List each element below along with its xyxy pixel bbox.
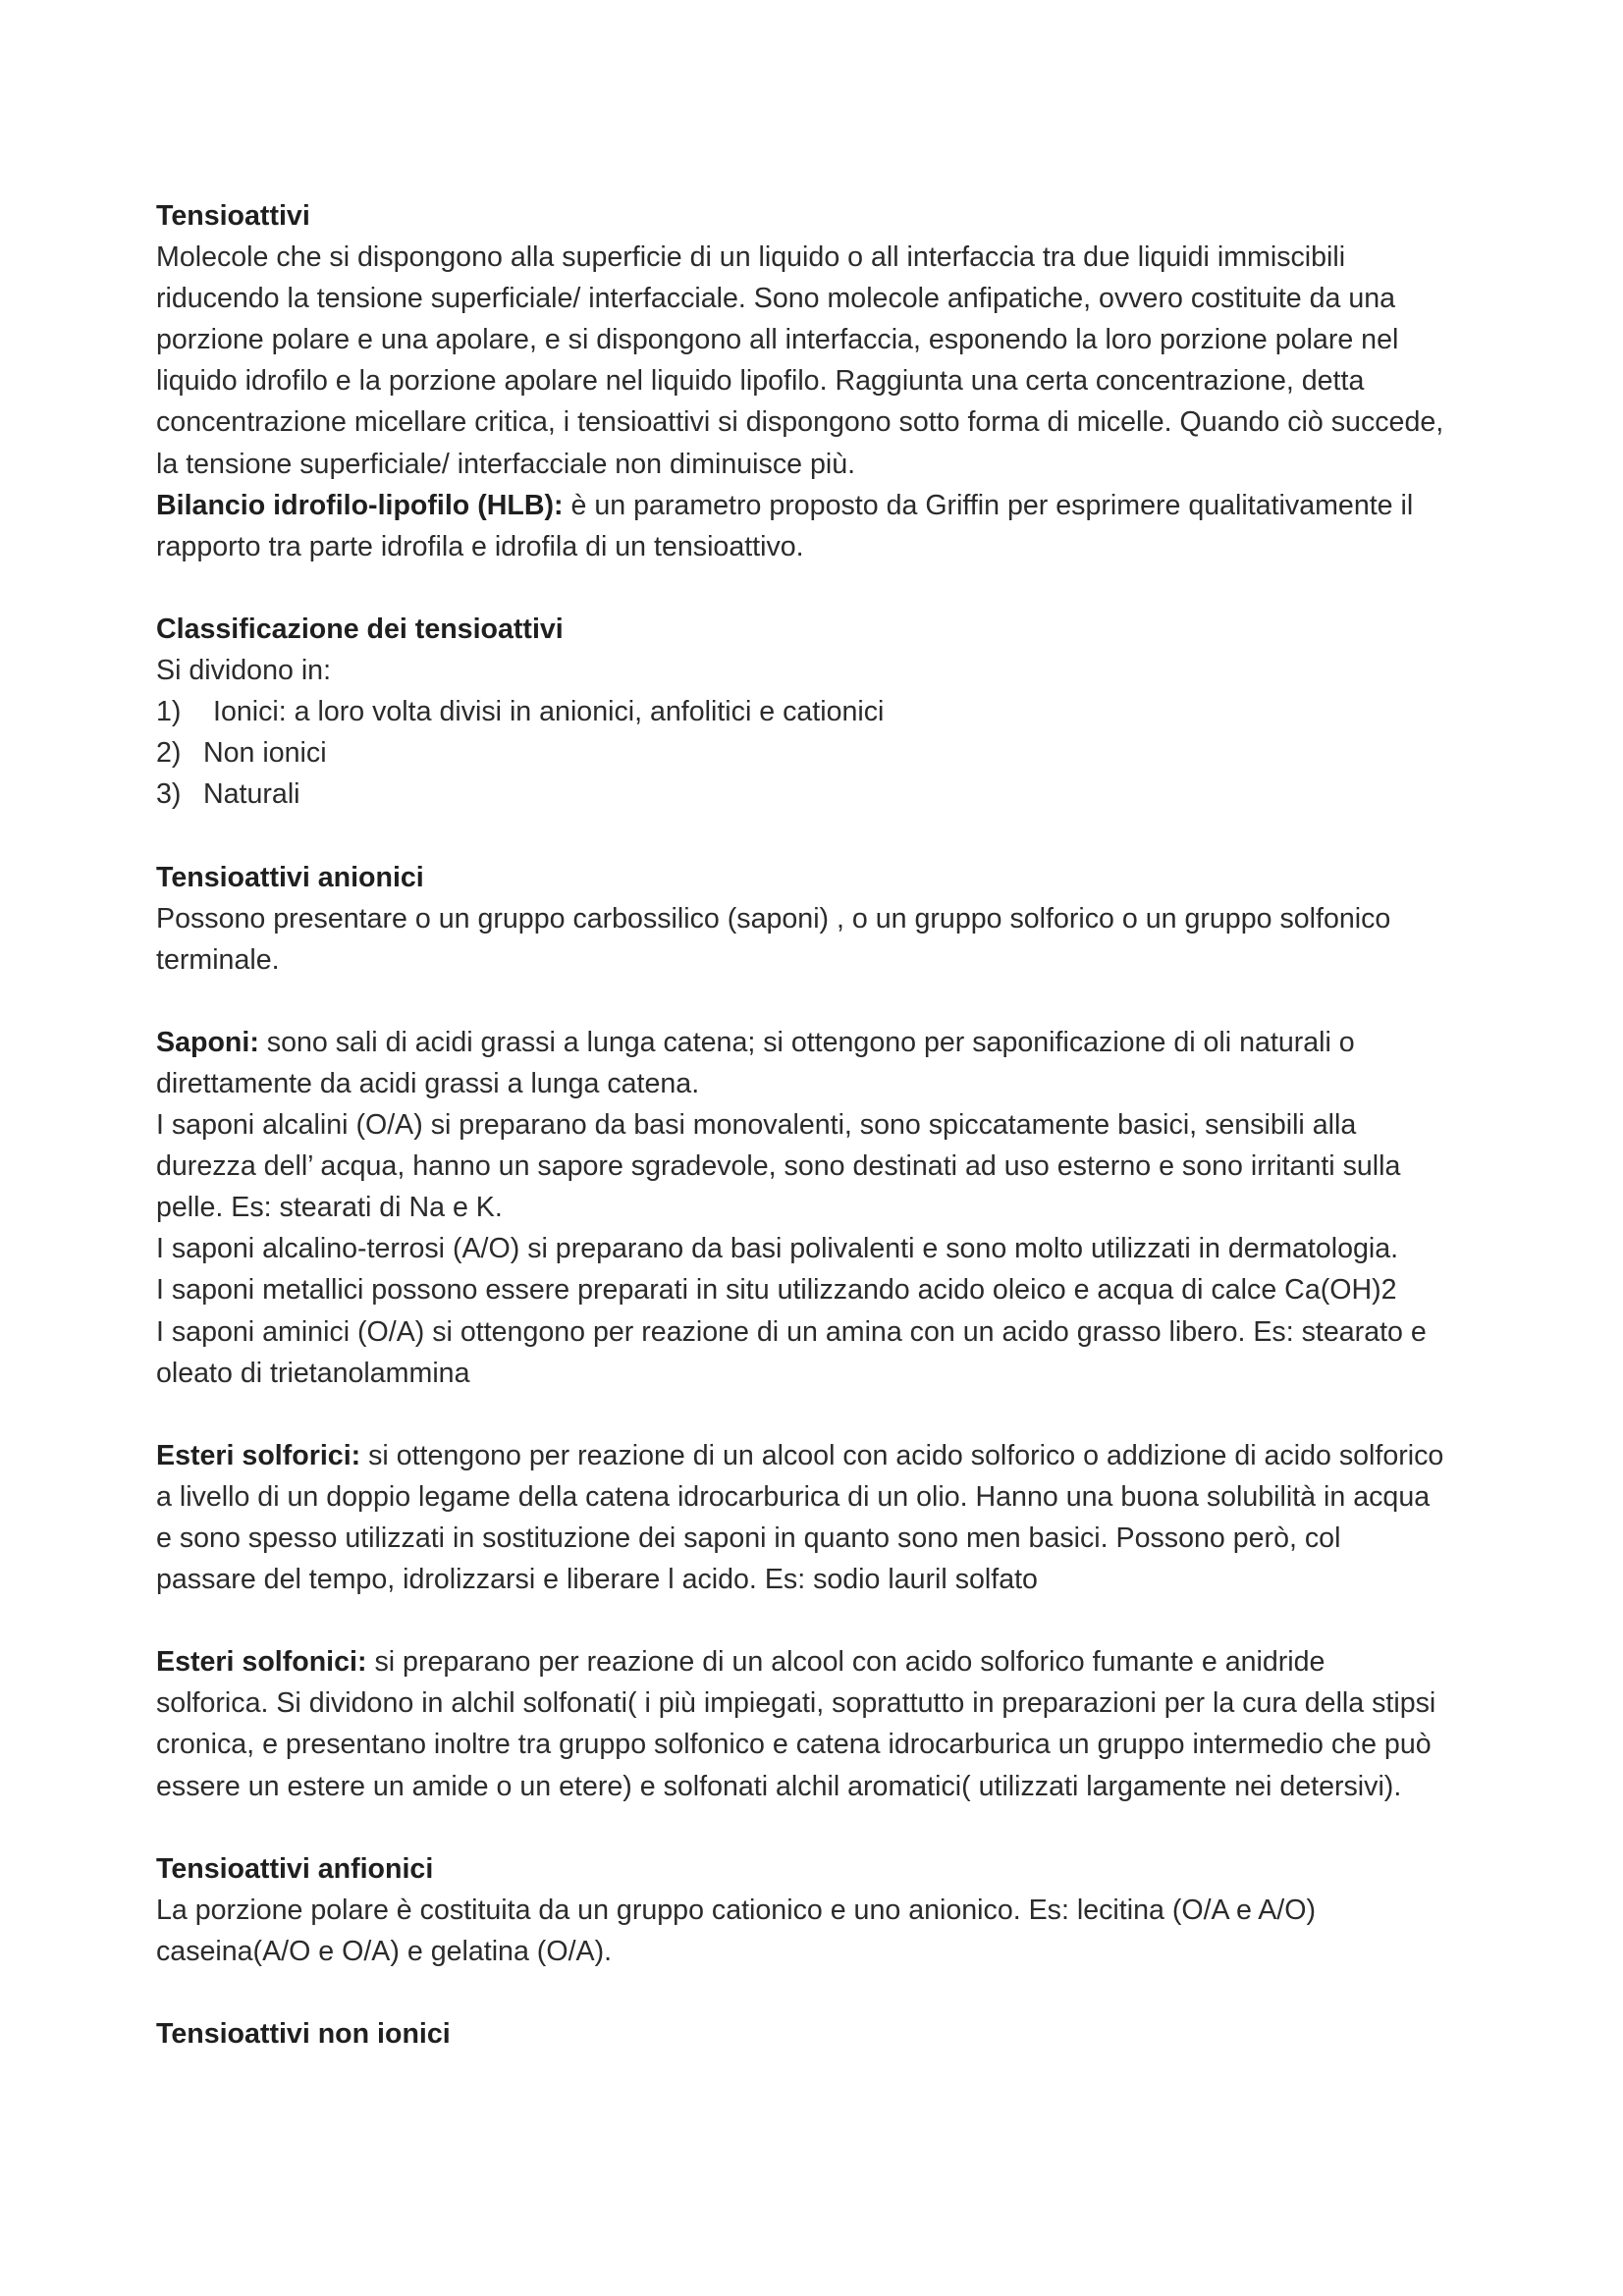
paragraph-line: essere un estere un amide o un etere) e solfonati alchil aromatici( utilizzati largamente nei detersivi). [156, 1770, 1402, 1802]
paragraph-line: porzione polare e una apolare, e si dispongono all interfaccia, esponendo la loro porzione polare nel [156, 324, 1399, 356]
paragraph-line: liquido idrofilo e la porzione apolare nel liquido lipofilo. Raggiunta una certa concentrazione, detta [156, 365, 1365, 398]
document-body [156, 195, 1531, 2055]
list-item [156, 732, 1531, 774]
paragraph-line: concentrazione micellare critica, i tensioattivi si dispongono sotto forma di micelle. Quando ciò succede, [156, 406, 1444, 439]
spacer [156, 981, 1531, 1022]
paragraph-line: oleato di trietanolammina [156, 1357, 470, 1389]
spacer [156, 1807, 1531, 1848]
paragraph-line: I saponi metallici possono essere preparati in situ utilizzando acido oleico e acqua di calce Ca(OH)2 [156, 1274, 1397, 1307]
hlb-term: Bilancio idrofilo-lipofilo (HLB): [156, 489, 564, 521]
spacer [156, 1972, 1531, 2013]
list-number: 2) [156, 737, 182, 770]
paragraph-line: solforica. Si dividono in alchil solfonati( i più impiegati, soprattutto in preparazioni per la cura della stipsi [156, 1687, 1436, 1720]
solfonici-term: Esteri solfonici: [156, 1646, 367, 1679]
paragraph-line: I saponi alcalino-terrosi (A/O) si preparano da basi polivalenti e sono molto utilizzati in dermatologia. [156, 1233, 1399, 1265]
paragraph-line: I saponi alcalini (O/A) si preparano da basi monovalenti, sono spiccatamente basici, sensibili alla [156, 1109, 1357, 1142]
paragraph-line: cronica, e presentano inoltre tra gruppo solfonico e catena idrocarburica un gruppo intermedio che può [156, 1729, 1432, 1761]
paragraph-line: Si dividono in: [156, 655, 332, 687]
paragraph-line: La porzione polare è costituita da un gruppo cationico e uno anionico. Es: lecitina (O/A e A/O) [156, 1894, 1317, 1926]
paragraph-line: la tensione superficiale/ interfacciale non diminuisce più. [156, 448, 856, 480]
list-text: Ionici: a loro volta divisi in anionici, anfolitici e cationici [213, 696, 885, 728]
solfonici-definition-line: Esteri solfonici: si preparano per reazione di un alcool con acido solforico fumante e anidride [156, 1646, 1325, 1679]
saponi-definition-line: Saponi: sono sali di acidi grassi a lunga catena; si ottengono per saponificazione di oli naturali o [156, 1026, 1355, 1058]
list-number: 1) [156, 696, 182, 728]
paragraph-line: terminale. [156, 943, 280, 976]
solforici-definition-line: Esteri solforici: si ottengono per reazione di un alcool con acido solforico o addizione di acido solforico [156, 1439, 1444, 1471]
list-number: 3) [156, 778, 182, 811]
paragraph-line: a livello di un doppio legame della catena idrocarburica di un olio. Hanno una buona solubilità in acqua [156, 1480, 1431, 1513]
paragraph-line: e sono spesso utilizzati in sostituzione dei saponi in quanto sono men basici. Possono però, col [156, 1522, 1341, 1554]
section-heading: Tensioattivi [156, 200, 310, 232]
solforici-term: Esteri solforici: [156, 1439, 361, 1471]
list-item [156, 774, 1531, 815]
spacer [156, 815, 1531, 856]
paragraph-line: Possono presentare o un gruppo carbossilico (saponi) , o un gruppo solforico o un gruppo solfonico [156, 902, 1391, 934]
spacer [156, 1600, 1531, 1641]
paragraph-line: passare del tempo, idrolizzarsi e liberare l acido. Es: sodio lauril solfato [156, 1564, 1038, 1596]
section-heading: Tensioattivi anfionici [156, 1852, 434, 1885]
paragraph-line: Molecole che si dispongono alla superficie di un liquido o all interfaccia tra due liquidi immiscibili [156, 241, 1346, 274]
list-item [156, 691, 1531, 732]
list-text: Non ionici [203, 737, 327, 770]
paragraph-line: rapporto tra parte idrofila e idrofila di un tensioattivo. [156, 530, 804, 562]
paragraph-line: riducendo la tensione superficiale/ interfacciale. Sono molecole anfipatiche, ovvero costituite da una [156, 283, 1396, 315]
section-heading: Classificazione dei tensioattivi [156, 613, 564, 645]
saponi-term: Saponi: [156, 1026, 259, 1058]
paragraph-line: direttamente da acidi grassi a lunga catena. [156, 1067, 700, 1099]
paragraph-line: caseina(A/O e O/A) e gelatina (O/A). [156, 1935, 613, 1967]
section-heading: Tensioattivi non ionici [156, 2018, 451, 2051]
paragraph-line: I saponi aminici (O/A) si ottengono per reazione di un amina con un acido grasso libero. Es: stearato e [156, 1315, 1427, 1348]
hlb-definition-line: Bilancio idrofilo-lipofilo (HLB): è un parametro proposto da Griffin per esprimere qualitativamente il [156, 489, 1414, 521]
list-text: Naturali [203, 778, 300, 811]
paragraph-line: durezza dell’ acqua, hanno un sapore sgradevole, sono destinati ad uso esterno e sono irritanti sulla [156, 1150, 1401, 1183]
spacer [156, 1394, 1531, 1435]
spacer [156, 567, 1531, 609]
paragraph-line: pelle. Es: stearati di Na e K. [156, 1192, 503, 1224]
section-heading: Tensioattivi anionici [156, 861, 424, 893]
